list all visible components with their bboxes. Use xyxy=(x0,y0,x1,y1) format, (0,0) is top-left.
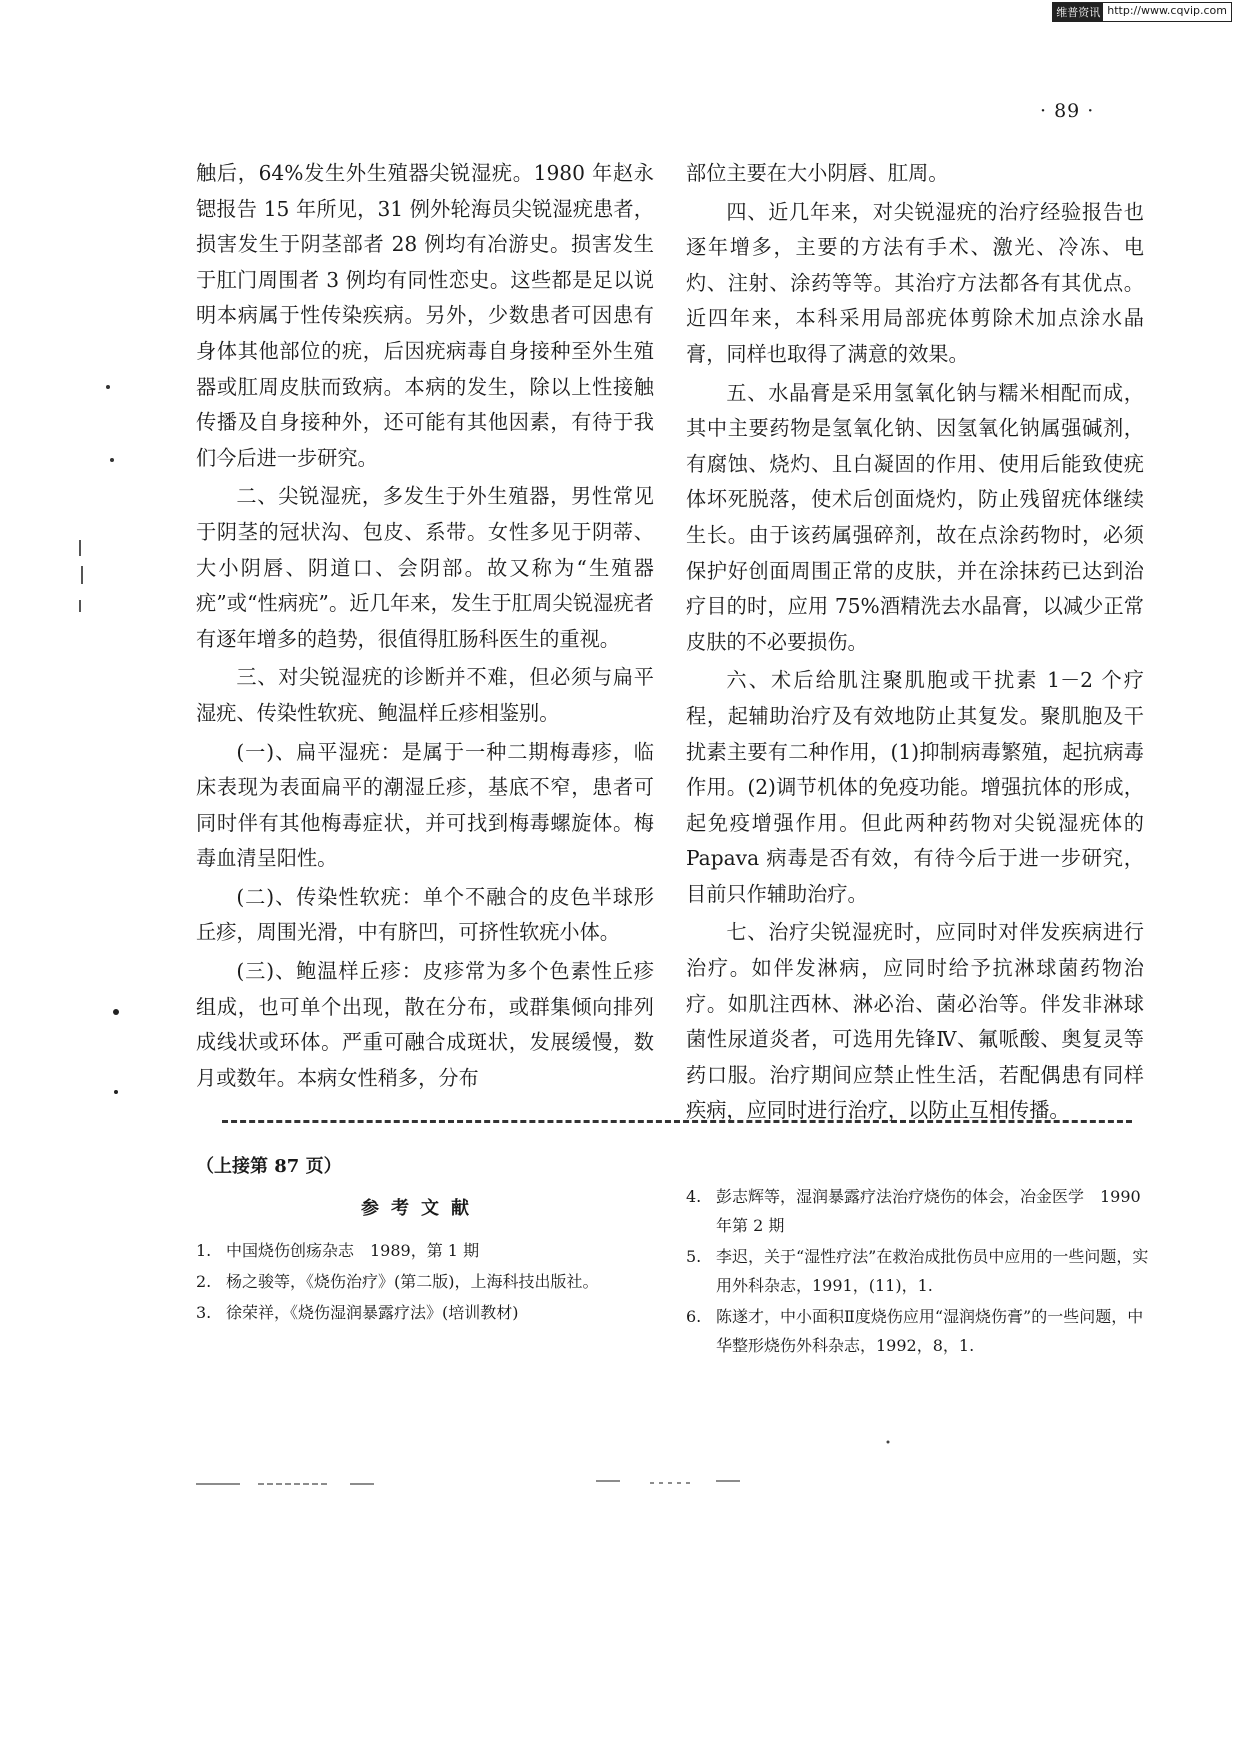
reference-text: 陈遂才，中小面积Ⅱ度烧伤应用“湿润烧伤膏”的一些问题，中华整形烧伤外科杂志，1992，8，1. xyxy=(716,1307,1144,1355)
reference-number: 2. xyxy=(196,1272,212,1291)
scan-speck xyxy=(106,385,110,389)
watermark-url: http://www.cqvip.com xyxy=(1107,4,1227,17)
page-number: · 89 · xyxy=(1040,100,1095,122)
paragraph: (一)、扁平湿疣：是属于一种二期梅毒疹，临床表现为表面扁平的潮湿丘疹，基底不窄，患者可同时伴有其他梅毒症状，并可找到梅毒螺旋体。梅毒血清呈阳性。 xyxy=(196,739,654,871)
paragraph: 二、尖锐湿疣，多发生于外生殖器，男性常见于阴茎的冠状沟、包皮、系带。女性多见于阴蒂、大小阴唇、阴道口、会阴部。故又称为“生殖器疣”或“性病疣”。近几年来，发生于肛周尖锐湿疣者有逐年增多的趋势，很值得肛肠科医生的重视。 xyxy=(196,484,654,651)
scan-speck xyxy=(110,458,114,462)
reference-number: 1. xyxy=(196,1241,212,1260)
paragraph: 部位主要在大小阴唇、肛周。 xyxy=(686,161,949,185)
paragraph: (三)、鲍温样丘疹：皮疹常为多个色素性丘疹组成，也可单个出现，散在分布，或群集倾向排列成线状或环体。严重可融合成斑状，发展缓慢，数月或数年。本病女性稍多，分布 xyxy=(196,959,654,1090)
scan-speck xyxy=(114,1090,118,1094)
reference-text: 中国烧伤创疡杂志 1989，第 1 期 xyxy=(226,1241,480,1260)
paragraph: (二)、传染性软疣：单个不融合的皮色半球形丘疹，周围光滑，中有脐凹，可挤性软疣小体。 xyxy=(196,884,654,945)
reference-number: 6. xyxy=(686,1307,702,1326)
paragraph: 触后，64%发生外生殖器尖锐湿疣。1980 年赵永锶报告 15 年所见，31 例外轮海员尖锐湿疣患者，损害发生于阴茎部者 28 例均有冶游史。损害发生于肛门周围者 3 例均有同性恋史。这些都是足以说明本病属于性传染疾病。另外，少数患者可因患有身体其他部位的疣，后因疣病毒自身接种至外生殖器或肛周皮肤而致病。本病的发生，除以上性接触传播及自身接种外，还可能有其他因素，有待于我们今后进一步研究。 xyxy=(196,161,654,470)
paragraph: 七、治疗尖锐湿疣时，应同时对伴发疾病进行治疗。如伴发淋病，应同时给予抗淋球菌药物治疗。如肌注西林、淋必治、菌必治等。伴发非淋球菌性尿道炎者，可选用先锋Ⅳ、氟哌酸、奥复灵等药口服。治疗期间应禁止性生活，若配偶患有同样疾病，应同时进行治疗，以防止互相传播。 xyxy=(686,920,1144,1123)
paragraph: 三、对尖锐湿疣的诊断并不难，但必须与扁平湿疣、传染性软疣、鲍温样丘疹相鉴别。 xyxy=(196,665,654,725)
paragraph: 六、术后给肌注聚肌胞或干扰素 1－2 个疗程，起辅助治疗及有效地防止其复发。聚肌胞及干扰素主要有二种作用，(1)抑制病毒繁殖，起抗病毒作用。(2)调节机体的免疫功能。增强抗体的形成，起免疫增强作用。但此两种药物对尖锐湿疣体的 Papava 病毒是否有效，有待今后于进一步研究，目前只作辅助治疗。 xyxy=(686,668,1144,906)
watermark-site-name: 维普资讯 xyxy=(1053,3,1103,21)
paragraph: 四、近几年来，对尖锐湿疣的治疗经验报告也逐年增多，主要的方法有手术、激光、冷冻、电灼、注射、涂药等等。其治疗方法都各有其优点。近四年来，本科采用局部疣体剪除术加点涂水晶膏，同样也取得了满意的效果。 xyxy=(686,199,1144,366)
reference-number: 4. xyxy=(686,1187,702,1206)
scan-speck xyxy=(887,1441,890,1444)
paragraph: 五、水晶膏是采用氢氧化钠与糯米相配而成，其中主要药物是氢氧化钠、因氢氧化钠属强碱剂，有腐蚀、烧灼、且白凝固的作用、使用后能致使疣体坏死脱落，使术后创面烧灼，防止残留疣体继续生长。由于该药属强碎剂，故在点涂药物时，必须保护好创面周围正常的皮肤，并在涂抹药已达到治疗目的时，应用 75%酒精洗去水晶膏，以减少正常皮肤的不必要损伤。 xyxy=(686,380,1144,654)
reference-text: 杨之骏等，《烧伤治疗》(第二版)，上海科技出版社。 xyxy=(226,1272,599,1291)
references-title: 参考文献 xyxy=(361,1198,481,1219)
continuation-note: （上接第 87 页） xyxy=(196,1156,342,1177)
reference-text: 徐荣祥，《烧伤湿润暴露疗法》(培训教材) xyxy=(226,1303,519,1322)
reference-number: 5. xyxy=(686,1247,702,1266)
reference-text: 李迟，关于“湿性疗法”在救治成批伤员中应用的一些问题，实用外科杂志，1991，(11)，1. xyxy=(716,1247,1149,1295)
reference-text: 彭志辉等，湿润暴露疗法治疗烧伤的体会，冶金医学 1990 年第 2 期 xyxy=(716,1187,1141,1235)
scan-speck xyxy=(113,1009,119,1015)
reference-number: 3. xyxy=(196,1303,212,1322)
